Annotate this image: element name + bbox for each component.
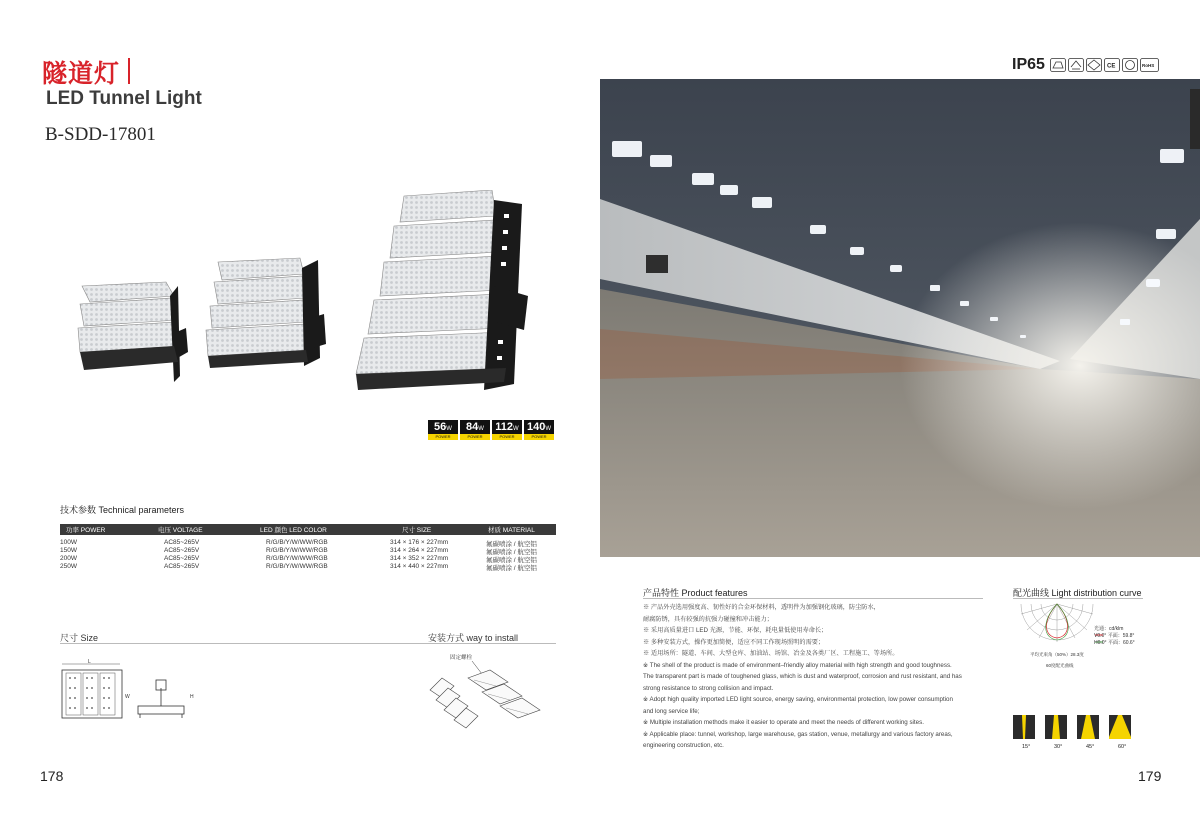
tech-params-table — [60, 538, 556, 570]
power-badge: 112W POWER — [492, 420, 522, 440]
tunnel-photo — [600, 79, 1200, 557]
ldc-title: 配光曲线 Light distribution curve — [1013, 588, 1142, 598]
beam-label: 15° — [1022, 744, 1031, 750]
feature-line: ※ Multiple installation methods make it easier to operate and meet the needs of different working sites. — [643, 719, 924, 726]
lamp-medium — [206, 258, 326, 368]
features-body — [643, 602, 975, 752]
col-header: 材质 MATERIAL — [488, 527, 535, 534]
beam-label: 60° — [1118, 744, 1127, 750]
table-row: 150W AC85~265V R/G/B/Y/W/WW/RGB 314 × 264 × 227mm 氟碳喷涂 / 航空铝 — [60, 547, 537, 556]
page-number-right: 179 — [1138, 768, 1162, 784]
beam-icon — [1013, 715, 1035, 739]
col-header: 功率 POWER — [66, 527, 106, 534]
rohs-mark: RoHS — [1142, 63, 1155, 69]
ce-mark: CE — [1107, 63, 1116, 70]
size-title: 尺寸 Size — [60, 633, 99, 643]
table-row: 200W AC85~265V R/G/B/Y/W/WW/RGB 314 × 352 × 227mm 氟碳喷涂 / 航空铝 — [60, 555, 537, 564]
power-badge: 56W POWER — [428, 420, 458, 440]
feature-line: 耐腐防锈，具有较强的抗强力碰撞和冲击能力； — [643, 615, 773, 623]
page-number-left: 178 — [40, 768, 64, 784]
features-title: 产品特性 Product features — [643, 588, 748, 598]
divider — [60, 643, 556, 644]
beam-icon — [1045, 715, 1067, 739]
tech-params-title: 技术参数 Technical parameters — [60, 505, 185, 515]
beam-icon — [1109, 715, 1131, 739]
ldc-caption: 60度配光曲线 — [1046, 663, 1074, 668]
size-label-h: H — [190, 694, 194, 700]
power-badges — [428, 420, 554, 440]
lamp-small — [78, 282, 188, 382]
install-title: 安装方式 way to install — [428, 633, 519, 643]
ccc-icon — [1126, 61, 1135, 70]
lamp-icon — [1053, 62, 1063, 68]
size-drawing — [60, 658, 210, 722]
beam-label: 45° — [1086, 744, 1095, 750]
beam-icon — [1077, 715, 1099, 739]
divider — [643, 598, 983, 599]
feature-line: The transparent part is made of toughened glass, which is dust and waterproof, corrosion and rust resistant, and has — [643, 673, 962, 680]
power-badge: 140W POWER — [524, 420, 554, 440]
divider — [1013, 598, 1143, 599]
ldc-caption: 平均光束角（50%）28.3度 — [1030, 652, 1084, 657]
ip-rating: IP65 — [1012, 56, 1045, 73]
title-divider — [128, 58, 130, 84]
table-row: 100W AC85~265V R/G/B/Y/W/WW/RGB 314 × 176 × 227mm 氟碳喷涂 / 航空铝 — [60, 539, 537, 548]
size-label-l: L — [88, 659, 91, 665]
beam-icon — [1071, 61, 1081, 67]
table-row: 250W AC85~265V R/G/B/Y/W/WW/RGB 314 × 440 × 227mm 氟碳喷涂 / 航空铝 — [60, 563, 537, 572]
diamond-icon — [1088, 60, 1100, 70]
feature-line: ※ 采用高质量进口 LED 光源，节能、环保，耗电量低使用寿命长； — [643, 627, 828, 634]
feature-line: ※ Adopt high quality imported LED light source, energy saving, environmental protection, low power consumption — [643, 696, 953, 703]
feature-line: and long service life; — [643, 707, 700, 715]
beam-angle-icons — [1013, 715, 1131, 739]
col-header: LED 颜色 LED COLOR — [260, 527, 327, 534]
col-header: 尺寸 SIZE — [402, 527, 432, 534]
feature-line: ※ The shell of the product is made of environment–friendly alloy material with high strength and good toughness. — [643, 661, 952, 669]
tech-params-header — [60, 524, 556, 535]
product-images — [60, 190, 540, 400]
title-en: LED Tunnel Light — [46, 88, 202, 109]
title-cn: 隧道灯 — [42, 59, 121, 88]
feature-line: ※ Applicable place: tunnel, workshop, large warehouse, gas station, venue, metallurgy and various factory areas, — [643, 730, 953, 738]
model-number: B-SDD-17801 — [45, 124, 156, 145]
feature-line: engineering construction, etc. — [643, 742, 724, 749]
power-badge: 84W POWER — [460, 420, 490, 440]
ldc-legend: 光通：cd/klm V0.0° 平面：59.8° H0.0° 平面：60.6° — [1094, 626, 1135, 646]
cert-icons — [1050, 58, 1160, 73]
size-label-w: W — [125, 694, 130, 700]
install-label: 固定螺栓 — [450, 655, 473, 661]
beam-label: 30° — [1054, 744, 1063, 750]
feature-line: strong resistance to strong collision and impact. — [643, 684, 774, 692]
feature-line: ※ 多种安装方式，操作更加简便，适应不同工作现场照明的需要； — [643, 638, 825, 646]
feature-line: ※ 适用场所：隧道、车间、大型仓库、加油站、场馆、冶金及各类厂区、工程施工、等场所。 — [643, 650, 899, 657]
feature-line: ※ 产品外壳选用强度高、韧性好的合金环保材料，透明件为加强钢化玻璃，防尘防水， — [643, 604, 880, 611]
install-drawing — [424, 650, 564, 732]
col-header: 电压 VOLTAGE — [158, 527, 203, 534]
lamp-large — [356, 190, 528, 390]
